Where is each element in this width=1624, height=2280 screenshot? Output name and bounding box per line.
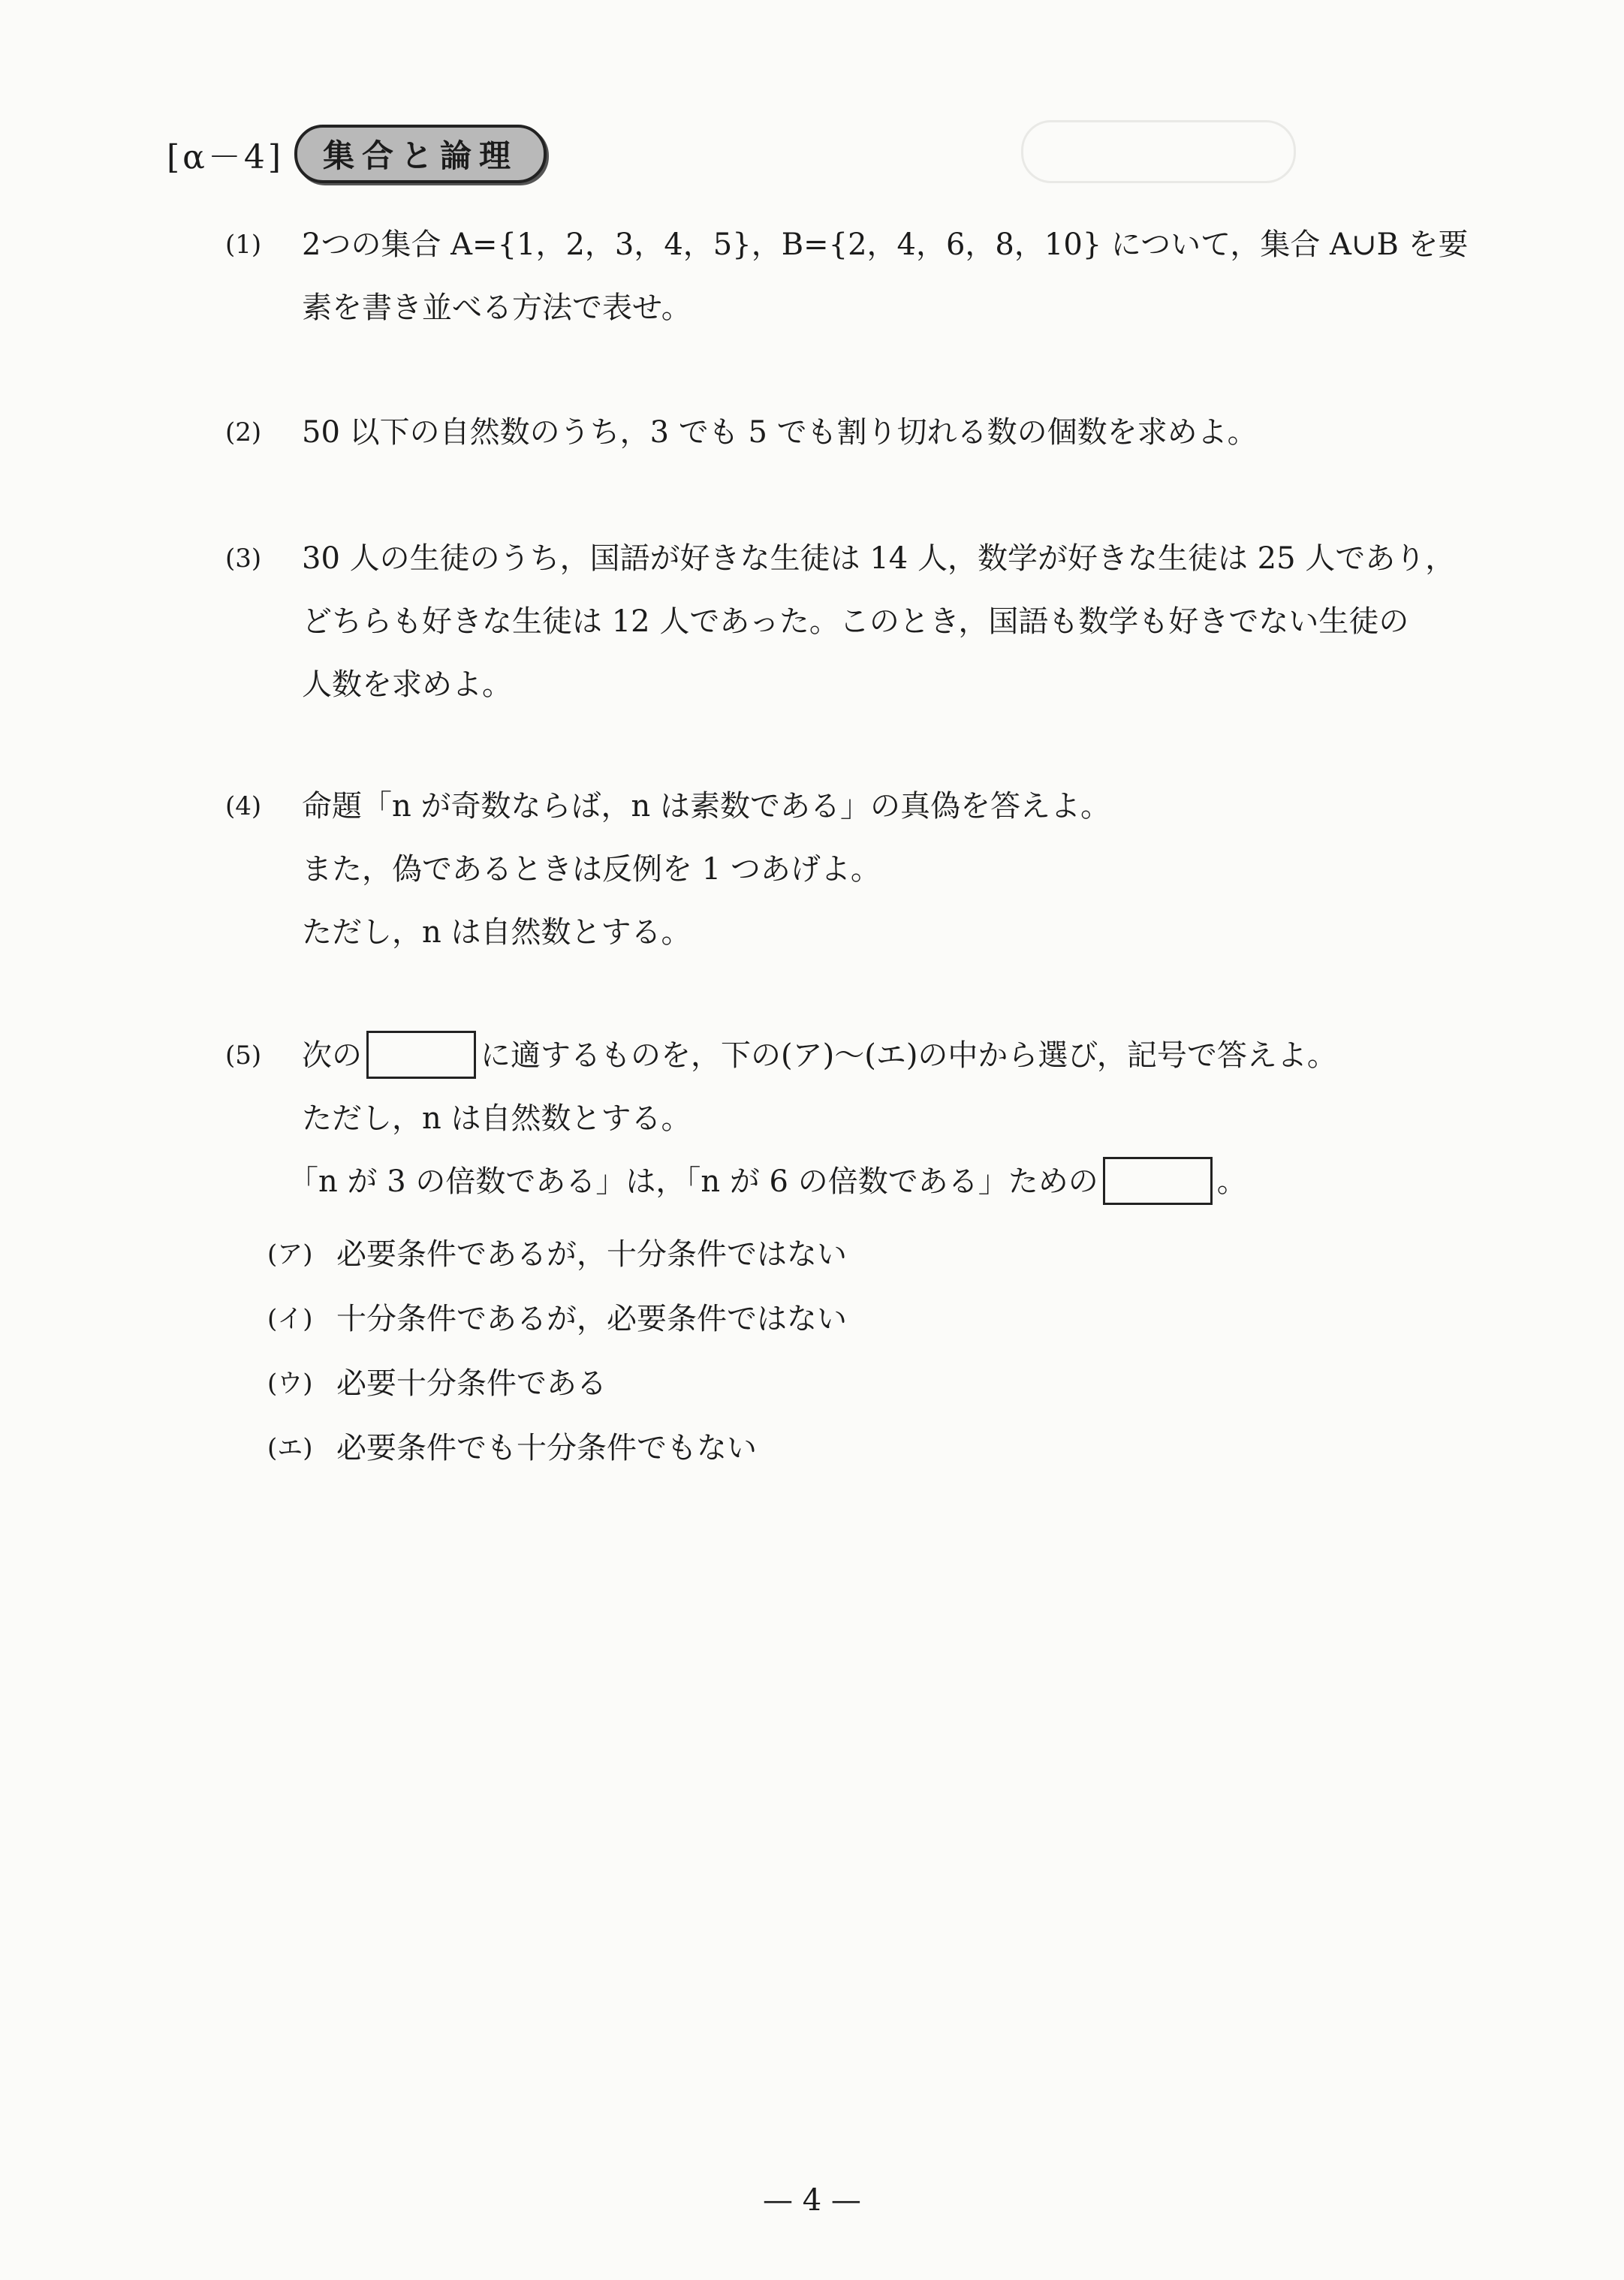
- section-title: 集合と論理: [323, 137, 519, 174]
- question-text: に適するものを，下の(ア)～(エ)の中から選び，記号で答えよ。: [481, 1038, 1337, 1073]
- option-text: 十分条件であるが，必要条件ではない: [336, 1301, 847, 1336]
- question-text: 。: [1216, 1164, 1247, 1199]
- option-i: [267, 1284, 847, 1348]
- section-title-badge: [294, 125, 547, 183]
- question-number: (4): [225, 791, 262, 821]
- question-text-line: 50 以下の自然数のうち，3 でも 5 でも割り切れる数の個数を求めよ。: [302, 415, 1258, 450]
- page-number: — 4 —: [763, 2183, 861, 2218]
- option-text: 必要条件でも十分条件でもない: [336, 1430, 757, 1465]
- option-text: 必要十分条件である: [336, 1366, 607, 1401]
- question-number: (2): [225, 417, 262, 447]
- section-id: [α－4]: [167, 138, 285, 176]
- question-number: (1): [225, 230, 262, 260]
- answer-blank-box: [1103, 1157, 1213, 1205]
- question-text-line: 人数を求めよ。: [302, 667, 512, 702]
- question-text-line: [288, 1150, 1337, 1213]
- question-text-line: 30 人の生徒のうち，国語が好きな生徒は 14 人，数学が好きな生徒は 25 人であり，: [302, 541, 1456, 576]
- question-text: 「n が 3 の倍数である」は，「n が 6 の倍数である」ための: [288, 1164, 1098, 1199]
- question-text-line: どちらも好きな生徒は 12 人であった。このとき，国語も数学も好きでない生徒の: [302, 604, 1409, 639]
- question-number: (3): [225, 544, 262, 574]
- option-u: [267, 1348, 847, 1413]
- question-number: (5): [225, 1041, 262, 1071]
- question-text-line: 2つの集合 A={1，2，3，4，5}，B={2，4，6，8，10} について，集合 A∪B を要: [302, 227, 1469, 262]
- section-header: [167, 125, 547, 183]
- question-text-line: また，偽であるときは反例を 1 つあげよ。: [302, 852, 881, 887]
- question-text: 次の: [302, 1038, 362, 1073]
- bleed-through-pill: [1021, 120, 1296, 183]
- option-e: [267, 1413, 847, 1477]
- option-key: (ウ): [267, 1368, 313, 1399]
- answer-options: [267, 1219, 847, 1477]
- option-key: (イ): [267, 1303, 313, 1334]
- question-text-line: [302, 1024, 1337, 1087]
- option-text: 必要条件であるが，十分条件ではない: [336, 1236, 847, 1272]
- option-a: [267, 1219, 847, 1284]
- option-key: (ア): [267, 1239, 313, 1270]
- question-text-line: ただし，n は自然数とする。: [302, 1101, 691, 1136]
- question-text-line: 素を書き並べる方法で表せ。: [302, 291, 691, 325]
- answer-blank-box: [366, 1031, 476, 1079]
- question-text-line: 命題「n が奇数ならば，n は素数である」の真偽を答えよ。: [302, 789, 1110, 824]
- option-key: (エ): [267, 1432, 313, 1463]
- question-text-line: ただし，n は自然数とする。: [302, 915, 691, 950]
